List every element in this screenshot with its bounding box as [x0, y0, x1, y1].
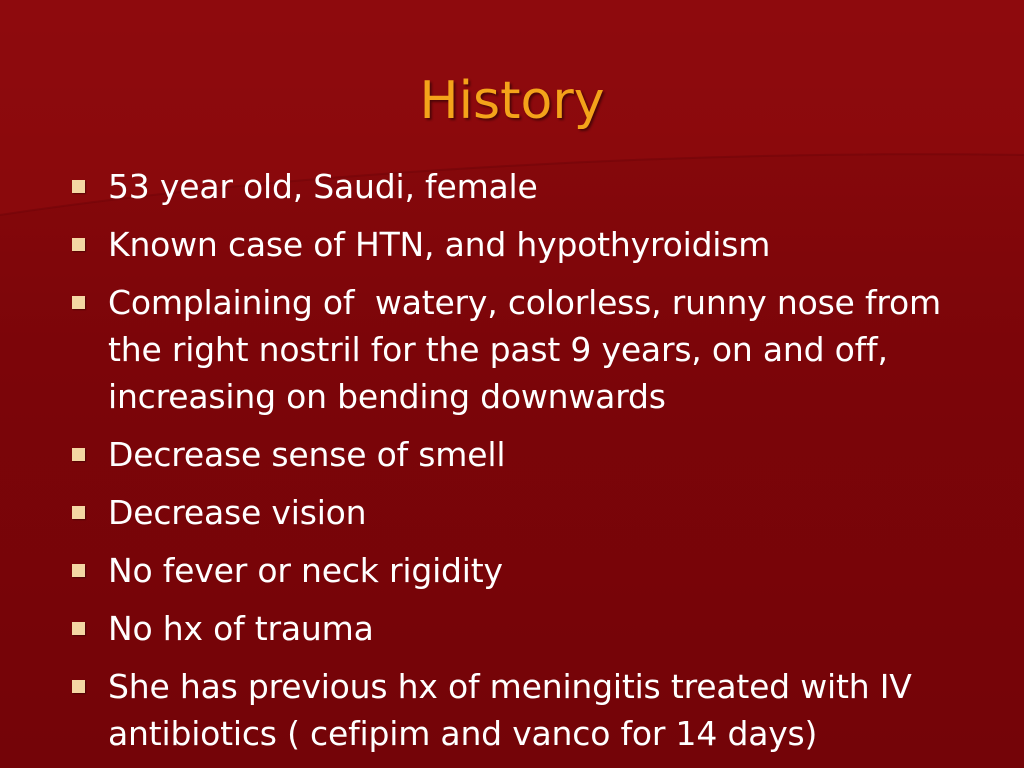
square-bullet-icon	[72, 296, 85, 309]
square-bullet-icon	[72, 564, 85, 577]
list-item	[72, 547, 972, 594]
square-bullet-icon	[72, 238, 85, 251]
square-bullet-icon	[72, 180, 85, 193]
bullet-text: Decrease vision	[108, 493, 367, 532]
square-bullet-icon	[72, 680, 85, 693]
bullet-text: She has previous hx of meningitis treated with IV antibiotics ( cefipim and vanco for 14 days)	[108, 667, 922, 753]
list-item	[72, 489, 972, 536]
bullet-list	[72, 163, 972, 768]
list-item	[72, 163, 972, 210]
list-item	[72, 663, 972, 757]
list-item	[72, 221, 972, 268]
list-item	[72, 431, 972, 478]
bullet-text: No fever or neck rigidity	[108, 551, 503, 590]
square-bullet-icon	[72, 622, 85, 635]
bullet-text: Known case of HTN, and hypothyroidism	[108, 225, 771, 264]
list-item	[72, 279, 972, 420]
bullet-text: Complaining of watery, colorless, runny nose from the right nostril for the past 9 years, on and off, increasing on bending downwards	[108, 283, 952, 416]
bullet-text: No hx of trauma	[108, 609, 374, 648]
list-item	[72, 605, 972, 652]
square-bullet-icon	[72, 506, 85, 519]
square-bullet-icon	[72, 448, 85, 461]
slide-title: History	[419, 71, 605, 131]
bullet-text: Decrease sense of smell	[108, 435, 506, 474]
bullet-text: 53 year old, Saudi, female	[108, 167, 538, 206]
